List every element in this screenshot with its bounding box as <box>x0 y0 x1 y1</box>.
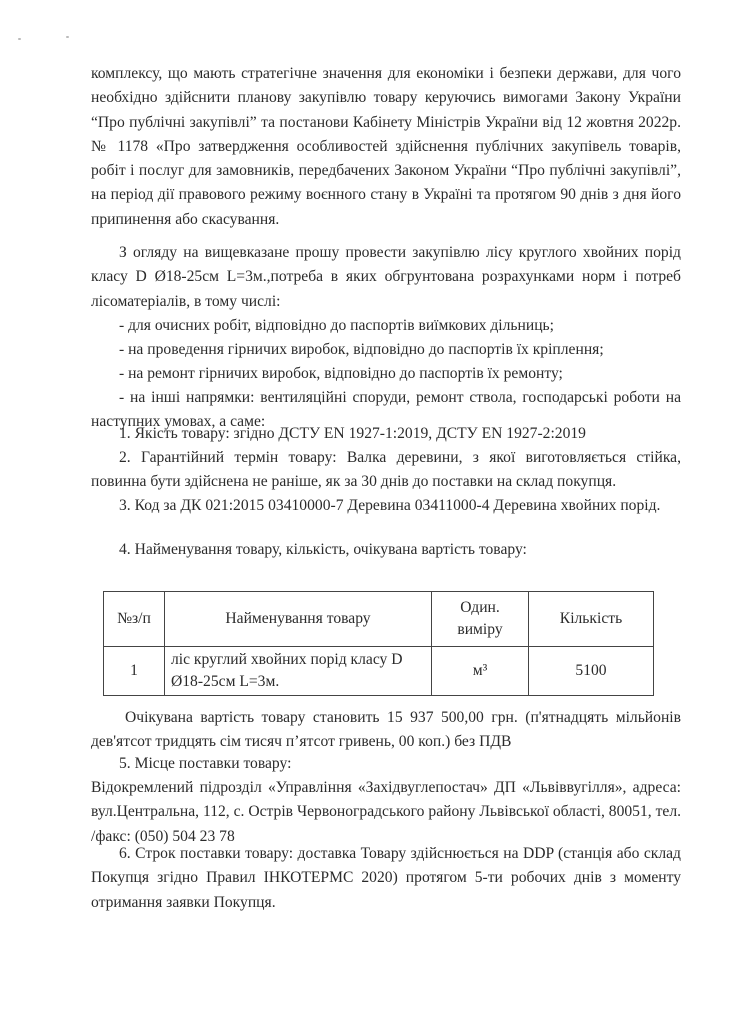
delivery-address: Відокремлений підрозділ «Управління «Західвуглепостач» ДП «Львіввугілля», адреса: вул.Центральна, 112, с. Острів Червоноградського району Львівської області, 80051, тел. /факс: (050) 504 23 78 <box>91 779 681 845</box>
item-delivery-place: 5. Місце поставки товару: <box>119 755 292 772</box>
expected-cost: Очікувана вартість товару становить 15 937 500,00 грн. (п'ятнадцять мільйонів дев'ятсот тридцять сім тисяч п’ятсот гривень, 00 коп.) без ПДВ <box>91 709 681 751</box>
header-name: Найменування товару <box>165 592 432 647</box>
intro-paragraph: комплексу, що мають стратегічне значення для економіки і безпеки держави, для чого необхідно здійснити планову закупівлю товару керуючись вимогами Закону України “Про публічні закупівлі” та постанови Кабінету Міністрів України від 12 жовтня 2022р. № 1178 «Про затвердження особливостей здійснення публічних закупівель товарів, робіт і послуг для замовників, передбачених Законом України “Про публічні закупівлі”, на період дії правового режиму воєнного стану в Україні та протягом 90 днів з дня його припинення або скасування. <box>91 65 681 228</box>
cell-name: ліс круглий хвойних порід класу D Ø18-25см L=3м. <box>165 647 432 696</box>
bullet-mine-workings: - на проведення гірничих виробок, відповідно до паспортів їх кріплення; <box>119 341 604 358</box>
scan-artifact <box>18 38 21 40</box>
item-goods-heading: 4. Найменування товару, кількість, очікувана вартість товару: <box>119 541 527 558</box>
cell-unit: м³ <box>432 647 529 696</box>
item-cpv-code: 3. Код за ДК 021:2015 03410000-7 Деревина 03411000-4 Деревина хвойних порід. <box>119 497 661 514</box>
item-warranty: 2. Гарантійний термін товару: Валка деревини, з якої виготовляється стійка, повинна бути здійснена не раніше, як за 30 днів до поставки на склад покупця. <box>91 449 681 491</box>
header-num: №з/п <box>104 592 165 647</box>
request-paragraph: З огляду на вищевказане прошу провести закупівлю лісу круглого хвойних порід класу D Ø18-25см L=3м.,потреба в яких обгрунтована розрахунками норм і потреб лісоматеріалів, в тому числі: <box>91 244 681 310</box>
scan-artifact <box>66 36 69 38</box>
header-unit: Один. виміру <box>432 592 529 647</box>
goods-table <box>103 591 654 696</box>
header-qty: Кількість <box>529 592 654 647</box>
item-quality: 1. Якість товару: згідно ДСТУ EN 1927-1:2019, ДСТУ EN 1927-2:2019 <box>119 425 586 442</box>
bullet-other-directions: - на інші напрямки: вентиляційні споруди, ремонт ствола, господарські роботи на наступних умовах, а саме: <box>91 389 681 431</box>
cell-qty: 5100 <box>529 647 654 696</box>
item-delivery-term: 6. Строк поставки товару: доставка Товару здійснюється на DDP (станція або склад Покупця згідно Правил ІНКОТЕРМС 2020) протягом 5-ти робочих днів з моменту отримання заявки Покупця. <box>91 845 681 911</box>
bullet-cleaning-works: - для очисних робіт, відповідно до паспортів виїмкових дільниць; <box>119 317 554 334</box>
table-row <box>104 647 654 696</box>
bullet-repair-workings: - на ремонт гірничих виробок, відповідно до паспортів їх ремонту; <box>119 365 563 382</box>
table-header-row <box>104 592 654 647</box>
cell-num: 1 <box>104 647 165 696</box>
